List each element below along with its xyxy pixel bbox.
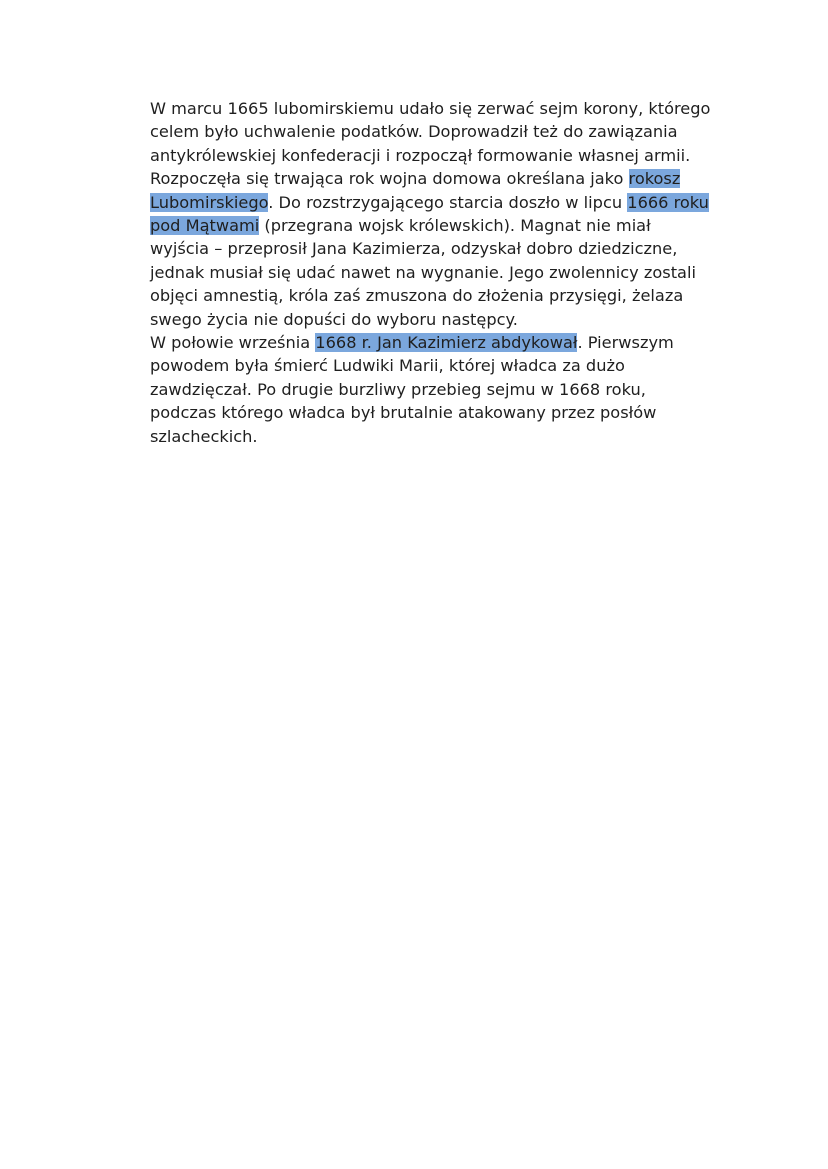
text-line: objęci amnestią, króla zaś zmuszona do złożenia przysięgi, żelaza [150, 286, 684, 306]
text-line: celem było uchwalenie podatków. Doprowadził też do zawiązania [150, 122, 678, 142]
text-segment: W połowie września [150, 333, 316, 353]
text-line: szlacheckich. [150, 426, 258, 446]
text-segment: . Do rozstrzygającego starcia doszło w lipcu [268, 192, 628, 212]
text-line: W marcu 1665 lubomirskiemu udało się zerwać sejm korony, którego [150, 99, 711, 118]
text-line [150, 331, 750, 354]
text-line [150, 214, 750, 237]
text-line: powodem była śmierć Ludwiki Marii, której władca za dużo [150, 356, 625, 376]
text-segment: (przegrana wojsk królewskich). Magnat nie miał [259, 216, 651, 236]
highlighted-text: 1668 r. Jan Kazimierz abdykował [315, 333, 578, 353]
text-line: podczas którego władca był brutalnie atakowany przez posłów [150, 403, 657, 423]
text-line: swego życia nie dopuści do wyboru następcy. [150, 309, 518, 329]
text-segment: Rozpoczęła się trwająca rok wojna domowa określana jako [150, 169, 629, 189]
text-line [150, 167, 750, 190]
highlighted-text: rokosz [628, 169, 681, 189]
text-segment: . Pierwszym [577, 333, 674, 353]
highlighted-text: 1666 roku [627, 192, 709, 212]
text-line: antykrólewskiej konfederacji i rozpoczął formowanie własnej armii. [150, 145, 691, 165]
text-line: zawdzięczał. Po drugie burzliwy przebieg sejmu w 1668 roku, [150, 379, 646, 399]
text-line: jednak musiał się udać nawet na wygnanie. Jego zwolennicy zostali [150, 262, 696, 282]
text-line [150, 191, 750, 214]
text-line: wyjścia – przeprosił Jana Kazimierza, odzyskał dobro dziedziczne, [150, 239, 678, 259]
body-text [150, 97, 750, 448]
highlighted-text: pod Mątwami [150, 216, 260, 236]
highlighted-text: Lubomirskiego [150, 192, 269, 212]
